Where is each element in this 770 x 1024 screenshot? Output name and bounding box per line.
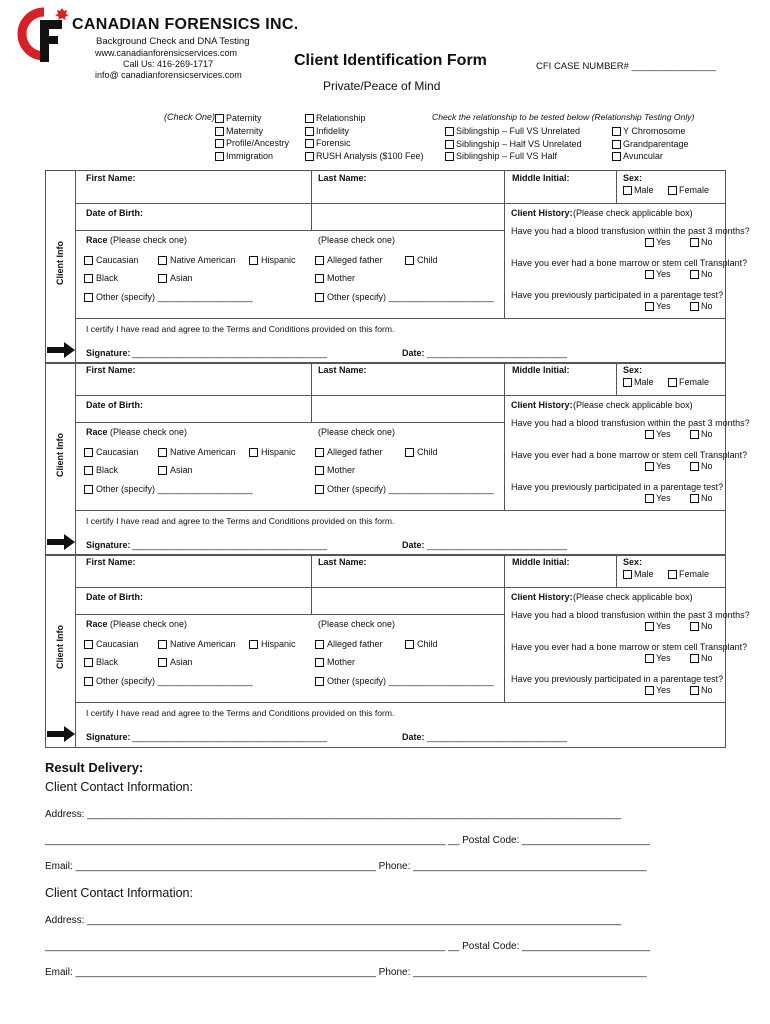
asian-label: Asian xyxy=(170,273,193,283)
q1-no-checkbox[interactable] xyxy=(690,622,699,631)
q3-no-label: No xyxy=(701,493,713,503)
q2-yes-checkbox[interactable] xyxy=(645,654,654,663)
hispanic-label: Hispanic xyxy=(261,447,296,457)
black-label: Black xyxy=(96,465,119,475)
q3-yes-label: Yes xyxy=(656,493,671,503)
question-blood-transfusion: Have you had a blood transfusion within the past 3 months? xyxy=(511,418,750,428)
q1-no-label: No xyxy=(701,429,713,439)
checkbox[interactable] xyxy=(215,114,224,123)
company-email: info@ canadianforensicservices.com xyxy=(95,70,242,80)
divider xyxy=(45,747,726,748)
signature-field[interactable]: _______________________________________ xyxy=(132,540,328,550)
q2-yes-checkbox[interactable] xyxy=(645,270,654,279)
q1-no-checkbox[interactable] xyxy=(690,238,699,247)
q3-no-checkbox[interactable] xyxy=(690,302,699,311)
black-label: Black xyxy=(96,273,119,283)
company-website: www.canadianforensicservices.com xyxy=(95,48,238,58)
checkbox[interactable] xyxy=(445,140,454,149)
q3-yes-label: Yes xyxy=(656,301,671,311)
mother-checkbox[interactable] xyxy=(315,466,324,475)
female-label: Female xyxy=(679,377,710,387)
q3-no-label: No xyxy=(701,301,713,311)
q1-yes-label: Yes xyxy=(656,621,671,631)
q2-yes-checkbox[interactable] xyxy=(645,462,654,471)
test-type-col2 xyxy=(305,112,424,162)
date-field[interactable]: ____________________________ xyxy=(427,540,568,550)
q1-yes-label: Yes xyxy=(656,237,671,247)
client-info-sidebar xyxy=(45,362,75,555)
child-checkbox[interactable] xyxy=(405,448,414,457)
q2-yes-label: Yes xyxy=(656,653,671,663)
postal-code-field-2[interactable]: ________________________________________________________________________ __ Postal Code: _______________________ xyxy=(45,941,651,952)
race-note: (Please check one) xyxy=(110,427,188,437)
divider xyxy=(616,170,617,203)
divider xyxy=(311,170,312,203)
client-info-label: Client Info xyxy=(55,432,65,477)
certify-statement: I certify I have read and agree to the Terms and Conditions provided on this form. xyxy=(86,708,395,718)
child-label: Child xyxy=(417,639,438,649)
question-blood-transfusion: Have you had a blood transfusion within the past 3 months? xyxy=(511,610,750,620)
date-field[interactable]: ____________________________ xyxy=(427,732,568,742)
divider xyxy=(75,614,504,615)
child-label: Child xyxy=(417,255,438,265)
alleged-father-label: Alleged father xyxy=(327,255,383,265)
caucasian-checkbox[interactable] xyxy=(84,640,93,649)
race-note: (Please check one) xyxy=(110,619,188,629)
date-label: Date: xyxy=(402,732,425,742)
black-checkbox[interactable] xyxy=(84,658,93,667)
q3-no-checkbox[interactable] xyxy=(690,686,699,695)
female-label: Female xyxy=(679,569,710,579)
native-american-label: Native American xyxy=(170,255,236,265)
checkbox[interactable] xyxy=(612,127,621,136)
divider xyxy=(75,170,76,363)
company-name: CANADIAN FORENSICS INC. xyxy=(72,16,299,33)
option-infidelity[interactable]: Infidelity xyxy=(305,125,424,138)
question-blood-transfusion: Have you had a blood transfusion within the past 3 months? xyxy=(511,226,750,236)
asian-checkbox[interactable] xyxy=(158,274,167,283)
form-subtitle: Private/Peace of Mind xyxy=(323,79,441,93)
q2-no-checkbox[interactable] xyxy=(690,270,699,279)
date-label: Date: xyxy=(402,540,425,550)
female-checkbox[interactable] xyxy=(668,570,677,579)
address-field-2[interactable]: Address: ________________________________________________________________________________________________ xyxy=(45,915,622,926)
q2-yes-label: Yes xyxy=(656,461,671,471)
divider xyxy=(504,362,505,510)
caucasian-checkbox[interactable] xyxy=(84,448,93,457)
checkbox[interactable] xyxy=(215,127,224,136)
sex-label: Sex: xyxy=(623,365,643,375)
hispanic-label: Hispanic xyxy=(261,639,296,649)
q1-yes-checkbox[interactable] xyxy=(645,622,654,631)
divider xyxy=(75,203,725,204)
client-info-section xyxy=(0,362,770,555)
client-info-sidebar xyxy=(45,170,75,363)
other-race-field[interactable]: Other (specify) ___________________ xyxy=(96,292,253,302)
child-checkbox[interactable] xyxy=(405,640,414,649)
sex-label: Sex: xyxy=(623,173,643,183)
native-american-label: Native American xyxy=(170,639,236,649)
q3-yes-checkbox[interactable] xyxy=(645,494,654,503)
alleged-father-checkbox[interactable] xyxy=(315,640,324,649)
other-relation-checkbox[interactable] xyxy=(315,485,324,494)
option-sibling-full-unrelated[interactable]: Siblingship – Full VS Unrelated xyxy=(445,125,582,138)
divider xyxy=(311,362,312,395)
divider xyxy=(45,554,726,555)
other-relation-checkbox[interactable] xyxy=(315,677,324,686)
signature-field[interactable]: _______________________________________ xyxy=(132,348,328,358)
q3-yes-checkbox[interactable] xyxy=(645,302,654,311)
mother-checkbox[interactable] xyxy=(315,274,324,283)
race-label: Race xyxy=(86,235,108,245)
black-checkbox[interactable] xyxy=(84,466,93,475)
last-name-label: Last Name: xyxy=(318,557,367,567)
alleged-father-checkbox[interactable] xyxy=(315,448,324,457)
date-field[interactable]: ____________________________ xyxy=(427,348,568,358)
hispanic-checkbox[interactable] xyxy=(249,256,258,265)
option-maternity[interactable]: Maternity xyxy=(215,125,289,138)
signature-field[interactable]: _______________________________________ xyxy=(132,732,328,742)
option-y-chromosome[interactable]: Y Chromosome xyxy=(612,125,689,138)
divider xyxy=(504,554,505,702)
client-history-note: (Please check applicable box) xyxy=(573,208,693,218)
first-name-label: First Name: xyxy=(86,557,136,567)
other-relation-checkbox[interactable] xyxy=(315,293,324,302)
date-of-birth-label: Date of Birth: xyxy=(86,208,143,218)
male-checkbox[interactable] xyxy=(623,378,632,387)
certify-statement: I certify I have read and agree to the Terms and Conditions provided on this form. xyxy=(86,324,395,334)
divider xyxy=(75,510,725,511)
male-label: Male xyxy=(634,569,654,579)
hispanic-label: Hispanic xyxy=(261,255,296,265)
question-bone-marrow: Have you ever had a bone marrow or stem cell Transplant? xyxy=(511,642,748,652)
other-race-checkbox[interactable] xyxy=(84,293,93,302)
client-info-section xyxy=(0,554,770,747)
hispanic-checkbox[interactable] xyxy=(249,640,258,649)
black-label: Black xyxy=(96,657,119,667)
middle-initial-label: Middle Initial: xyxy=(512,173,570,183)
q3-no-label: No xyxy=(701,685,713,695)
signature-label: Signature: xyxy=(86,732,131,742)
native-american-label: Native American xyxy=(170,447,236,457)
checkbox[interactable] xyxy=(305,127,314,136)
q1-yes-checkbox[interactable] xyxy=(645,430,654,439)
client-info-section xyxy=(0,170,770,363)
option-grandparentage[interactable]: Grandparentage xyxy=(612,138,689,151)
race-note: (Please check one) xyxy=(110,235,188,245)
question-parentage-test: Have you previously participated in a parentage test? xyxy=(511,674,724,684)
client-info-label: Client Info xyxy=(55,624,65,669)
relationship-note: Check the relationship to be tested below (Relationship Testing Only) xyxy=(432,112,695,122)
checkbox[interactable] xyxy=(612,140,621,149)
q3-yes-label: Yes xyxy=(656,685,671,695)
date-of-birth-label: Date of Birth: xyxy=(86,400,143,410)
contact-info-heading-1: Client Contact Information: xyxy=(45,780,193,794)
divider xyxy=(311,395,312,422)
caucasian-label: Caucasian xyxy=(96,639,139,649)
q3-yes-checkbox[interactable] xyxy=(645,686,654,695)
relation-note: (Please check one) xyxy=(318,619,396,629)
q1-no-label: No xyxy=(701,237,713,247)
q2-no-checkbox[interactable] xyxy=(690,654,699,663)
signature-label: Signature: xyxy=(86,540,131,550)
native-american-checkbox[interactable] xyxy=(158,256,167,265)
q2-no-label: No xyxy=(701,461,713,471)
email-phone-field-2[interactable]: Email: ______________________________________________________ Phone: __________________________________________ xyxy=(45,967,647,978)
mother-label: Mother xyxy=(327,465,356,475)
question-parentage-test: Have you previously participated in a parentage test? xyxy=(511,290,724,300)
male-label: Male xyxy=(634,185,654,195)
divider xyxy=(311,554,312,587)
asian-label: Asian xyxy=(170,465,193,475)
divider xyxy=(504,170,505,318)
caucasian-label: Caucasian xyxy=(96,255,139,265)
female-checkbox[interactable] xyxy=(668,378,677,387)
asian-checkbox[interactable] xyxy=(158,466,167,475)
male-label: Male xyxy=(634,377,654,387)
q2-yes-label: Yes xyxy=(656,269,671,279)
other-relation-field[interactable]: Other (specify) _____________________ xyxy=(327,484,494,494)
divider xyxy=(75,554,76,747)
company-tagline: Background Check and DNA Testing xyxy=(96,36,250,47)
relation-note: (Please check one) xyxy=(318,235,396,245)
client-history-label: Client History: xyxy=(511,592,573,602)
last-name-label: Last Name: xyxy=(318,173,367,183)
asian-checkbox[interactable] xyxy=(158,658,167,667)
divider xyxy=(75,587,725,588)
signature-label: Signature: xyxy=(86,348,131,358)
checkbox[interactable] xyxy=(445,127,454,136)
other-race-checkbox[interactable] xyxy=(84,485,93,494)
check-one-label: (Check One) xyxy=(164,112,216,122)
client-history-note: (Please check applicable box) xyxy=(573,592,693,602)
email-phone-field-1[interactable]: Email: ______________________________________________________ Phone: __________________________________________ xyxy=(45,861,647,872)
alleged-father-checkbox[interactable] xyxy=(315,256,324,265)
company-logo xyxy=(14,6,74,64)
arrow-right-icon xyxy=(47,534,75,550)
result-delivery-heading: Result Delivery: xyxy=(45,760,144,775)
q1-no-label: No xyxy=(701,621,713,631)
option-avuncular[interactable]: Avuncular xyxy=(612,150,689,163)
alleged-father-label: Alleged father xyxy=(327,639,383,649)
native-american-checkbox[interactable] xyxy=(158,448,167,457)
form-title: Client Identification Form xyxy=(294,52,487,69)
alleged-father-label: Alleged father xyxy=(327,447,383,457)
first-name-label: First Name: xyxy=(86,173,136,183)
q1-yes-checkbox[interactable] xyxy=(645,238,654,247)
divider xyxy=(45,362,726,363)
divider xyxy=(75,395,725,396)
address-field-1[interactable]: Address: ________________________________________________________________________________________________ xyxy=(45,809,622,820)
question-parentage-test: Have you previously participated in a parentage test? xyxy=(511,482,724,492)
date-of-birth-label: Date of Birth: xyxy=(86,592,143,602)
client-info-label: Client Info xyxy=(55,240,65,285)
contact-info-heading-2: Client Contact Information: xyxy=(45,886,193,900)
client-history-note: (Please check applicable box) xyxy=(573,400,693,410)
q2-no-checkbox[interactable] xyxy=(690,462,699,471)
option-paternity[interactable]: Paternity xyxy=(215,112,289,125)
divider xyxy=(616,362,617,395)
caucasian-checkbox[interactable] xyxy=(84,256,93,265)
client-info-sidebar xyxy=(45,554,75,747)
hispanic-checkbox[interactable] xyxy=(249,448,258,457)
male-checkbox[interactable] xyxy=(623,186,632,195)
question-bone-marrow: Have you ever had a bone marrow or stem cell Transplant? xyxy=(511,258,748,268)
company-phone: Call Us: 416-269-1717 xyxy=(123,59,214,69)
divider xyxy=(75,318,725,319)
option-relationship[interactable]: Relationship xyxy=(305,112,424,125)
option-forensic[interactable]: Forensic xyxy=(305,137,424,150)
q1-yes-label: Yes xyxy=(656,429,671,439)
divider xyxy=(311,203,312,230)
divider xyxy=(45,170,726,171)
divider xyxy=(616,554,617,587)
mother-label: Mother xyxy=(327,657,356,667)
certify-statement: I certify I have read and agree to the Terms and Conditions provided on this form. xyxy=(86,516,395,526)
checkbox[interactable] xyxy=(445,152,454,161)
test-type-col1 xyxy=(215,112,289,162)
case-number-label: CFI CASE NUMBER# ________________ xyxy=(536,61,717,72)
option-profile-ancestry[interactable]: Profile/Ancestry xyxy=(215,137,289,150)
checkbox[interactable] xyxy=(612,152,621,161)
other-race-field[interactable]: Other (specify) ___________________ xyxy=(96,484,253,494)
option-rush[interactable]: RUSH Analysis ($100 Fee) xyxy=(305,150,424,163)
asian-label: Asian xyxy=(170,657,193,667)
mother-checkbox[interactable] xyxy=(315,658,324,667)
arrow-right-icon xyxy=(47,726,75,742)
checkbox[interactable] xyxy=(215,139,224,148)
divider xyxy=(75,230,504,231)
middle-initial-label: Middle Initial: xyxy=(512,365,570,375)
female-label: Female xyxy=(679,185,710,195)
male-checkbox[interactable] xyxy=(623,570,632,579)
middle-initial-label: Middle Initial: xyxy=(512,557,570,567)
race-label: Race xyxy=(86,619,108,629)
female-checkbox[interactable] xyxy=(668,186,677,195)
q3-no-checkbox[interactable] xyxy=(690,494,699,503)
q1-no-checkbox[interactable] xyxy=(690,430,699,439)
test-type-col3 xyxy=(445,125,582,163)
option-sibling-full-half[interactable]: Siblingship – Full VS Half xyxy=(445,150,582,163)
first-name-label: First Name: xyxy=(86,365,136,375)
native-american-checkbox[interactable] xyxy=(158,640,167,649)
option-immigration[interactable]: Immigration xyxy=(215,150,289,163)
other-race-field[interactable]: Other (specify) ___________________ xyxy=(96,676,253,686)
checkbox[interactable] xyxy=(305,114,314,123)
mother-label: Mother xyxy=(327,273,356,283)
postal-code-field-1[interactable]: ________________________________________________________________________ __ Postal Code: _______________________ xyxy=(45,835,651,846)
black-checkbox[interactable] xyxy=(84,274,93,283)
relation-note: (Please check one) xyxy=(318,427,396,437)
checkbox[interactable] xyxy=(215,152,224,161)
q2-no-label: No xyxy=(701,653,713,663)
child-checkbox[interactable] xyxy=(405,256,414,265)
last-name-label: Last Name: xyxy=(318,365,367,375)
caucasian-label: Caucasian xyxy=(96,447,139,457)
option-sibling-half-unrelated[interactable]: Siblingship – Half VS Unrelated xyxy=(445,138,582,151)
test-type-col4 xyxy=(612,125,689,163)
child-label: Child xyxy=(417,447,438,457)
other-race-checkbox[interactable] xyxy=(84,677,93,686)
race-label: Race xyxy=(86,427,108,437)
checkbox[interactable] xyxy=(305,152,314,161)
sex-label: Sex: xyxy=(623,557,643,567)
checkbox[interactable] xyxy=(305,139,314,148)
arrow-right-icon xyxy=(47,342,75,358)
divider xyxy=(75,362,76,555)
divider xyxy=(311,587,312,614)
other-relation-field[interactable]: Other (specify) _____________________ xyxy=(327,292,494,302)
other-relation-field[interactable]: Other (specify) _____________________ xyxy=(327,676,494,686)
divider xyxy=(75,702,725,703)
client-history-label: Client History: xyxy=(511,400,573,410)
client-history-label: Client History: xyxy=(511,208,573,218)
date-label: Date: xyxy=(402,348,425,358)
question-bone-marrow: Have you ever had a bone marrow or stem cell Transplant? xyxy=(511,450,748,460)
q2-no-label: No xyxy=(701,269,713,279)
divider xyxy=(75,422,504,423)
